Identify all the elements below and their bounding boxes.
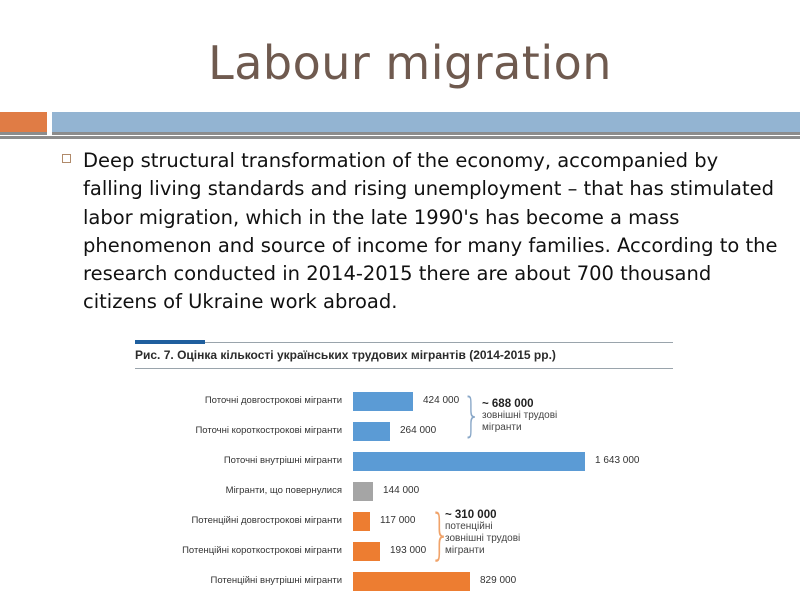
annotation-line: потенційні [445, 521, 493, 532]
annotation-value: ~ 688 000 [482, 398, 534, 410]
bar-value-label: 117 000 [380, 515, 416, 526]
bar-value-label: 424 000 [423, 395, 460, 406]
bar-row [135, 482, 680, 502]
bullet-text: Deep structural transformation of the economy, accompanied by falling living standards and rising unemployment – that has stimulated labor migration, which in the late 1990's has become a mass phenomenon and source of income for many families. According to the research conducted in 2014-2015 there are about 700 thousand citizens of Ukraine work abroad. [83, 149, 778, 314]
brace-icon: } [462, 388, 481, 442]
annotation-line: мігранти [445, 545, 485, 556]
square-bullet-icon [62, 154, 71, 163]
chart-top-accent [135, 340, 205, 344]
decorative-band-shadow [0, 132, 47, 135]
annotation-line: мігранти [482, 422, 522, 433]
bar-value-label: 193 000 [390, 545, 427, 556]
bar-category-label: Поточні внутрішні мігранти [223, 455, 342, 466]
bar-value-label: 829 000 [480, 575, 517, 586]
bar-category-label: Поточні довгострокові мігранти [204, 395, 342, 406]
bar [353, 572, 470, 591]
bar-row [135, 422, 680, 442]
bar-row [135, 392, 680, 412]
bar-row [135, 542, 680, 562]
annotation-potential-external-migrants [445, 509, 520, 557]
bar-row [135, 452, 680, 472]
decorative-divider-line [0, 136, 800, 139]
slide-title: Labour migration [208, 36, 612, 90]
bar-row [135, 572, 680, 592]
annotation-line: зовнішні трудові [445, 533, 521, 544]
bar [353, 452, 585, 471]
bar-value-label: 264 000 [400, 425, 437, 436]
annotation-line: зовнішні трудові [482, 410, 558, 421]
bar [353, 422, 390, 441]
decorative-band-orange [0, 112, 47, 132]
chart-title-rule [135, 368, 673, 369]
bar [353, 542, 380, 561]
decorative-band-shadow [52, 132, 800, 135]
annotation-value: ~ 310 000 [445, 509, 497, 521]
bar-value-label: 144 000 [383, 485, 420, 496]
bar [353, 512, 370, 531]
annotation-external-migrants [482, 398, 557, 434]
bar [353, 392, 413, 411]
bar-category-label: Потенційні внутрішні мігранти [210, 575, 342, 586]
chart-title: Рис. 7. Оцінка кількості українських трудових мігрантів (2014-2015 рр.) [135, 348, 556, 362]
chart-top-rule [135, 342, 673, 343]
bar-value-label: 1 643 000 [595, 455, 640, 466]
brace-icon: } [429, 503, 451, 566]
bar-category-label: Потенційні короткострокові мігранти [182, 545, 342, 556]
decorative-band-blue [52, 112, 800, 132]
bar-category-label: Потенційні довгострокові мігранти [191, 515, 342, 526]
bar [353, 482, 373, 501]
bar-row [135, 512, 680, 532]
bar-category-label: Мігранти, що повернулися [225, 485, 342, 496]
bar-chart [135, 340, 680, 600]
bar-category-label: Поточні короткострокові мігранти [195, 425, 342, 436]
